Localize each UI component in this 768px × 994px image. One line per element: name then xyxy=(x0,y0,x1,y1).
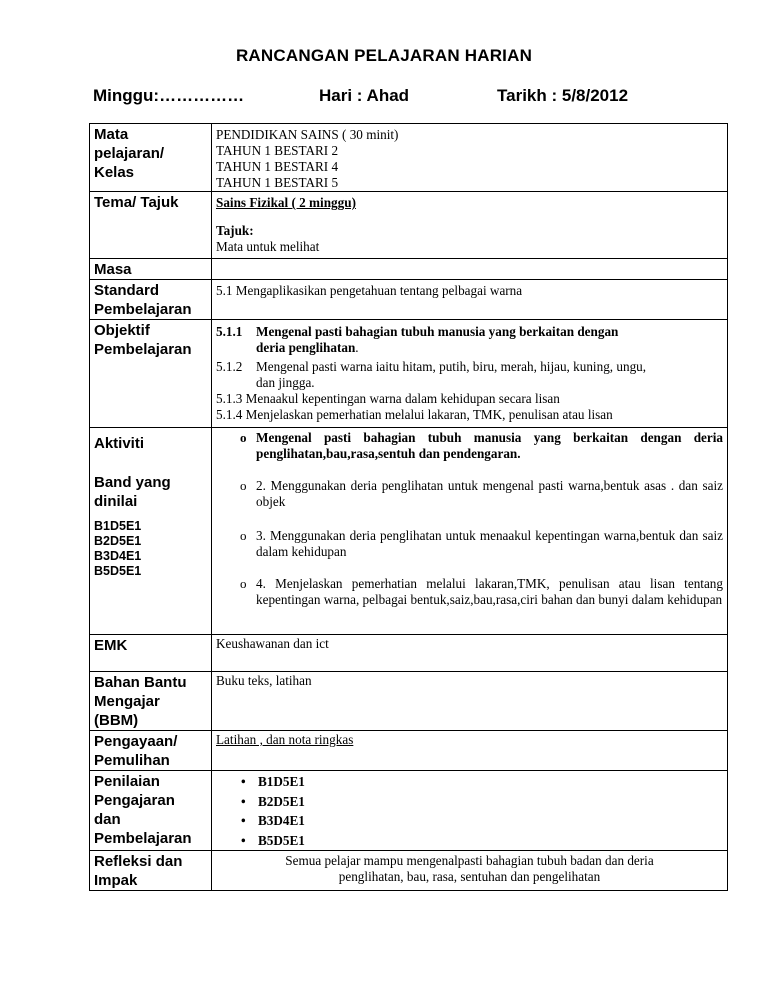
activity-item xyxy=(216,478,723,510)
emk-value: Keushawanan dan ict xyxy=(212,635,728,672)
lesson-plan-table xyxy=(89,123,728,891)
label-line: Bahan Bantu xyxy=(94,674,187,691)
page-title: RANCANGAN PELAJARAN HARIAN xyxy=(235,46,533,65)
objective-text: dan jingga. xyxy=(256,375,315,390)
circle-bullet-icon: o xyxy=(240,576,247,591)
label-line: pelajaran/ xyxy=(94,145,165,162)
time-value xyxy=(212,259,728,280)
reflection-line: penglihatan, bau, rasa, sentuhan dan pengelihatan xyxy=(338,869,601,884)
band-code: B5D5E1 xyxy=(94,564,142,578)
band-code: B1D5E1 xyxy=(94,519,142,533)
assessment-value xyxy=(212,771,728,851)
theme-row xyxy=(90,192,728,259)
label-line: Standard xyxy=(94,282,160,299)
label-line: Pembelajaran xyxy=(94,301,192,318)
standard-value xyxy=(212,280,728,320)
band-code: B3D4E1 xyxy=(94,549,142,563)
theme-value xyxy=(212,192,728,259)
label-line: dan xyxy=(94,811,121,828)
enrichment-row xyxy=(90,731,728,771)
objective-label xyxy=(90,320,212,428)
objective-number: 5.1.2 xyxy=(216,359,243,374)
band-code-list xyxy=(94,519,207,579)
objective-1-cont: deria penglihatan. xyxy=(256,340,359,355)
objective-2 xyxy=(216,359,723,375)
subject-row xyxy=(90,124,728,192)
band-label: Band yang xyxy=(94,474,171,491)
label-line: Kelas xyxy=(94,164,135,181)
week-field: Minggu:…………… xyxy=(93,86,245,105)
objective-text: Mengenal pasti bahagian tubuh manusia yang berkaitan dengan xyxy=(256,324,619,339)
objective-row xyxy=(90,320,728,428)
circle-bullet-icon: o xyxy=(240,430,247,445)
bullet-icon: • xyxy=(241,813,246,828)
circle-bullet-icon: o xyxy=(240,528,247,543)
label-line: Pemulihan xyxy=(94,752,170,769)
activity-text: 3. Menggunakan deria penglihatan untuk menaakul kepentingan warna,bentuk dan saiz dalam kehidupan xyxy=(256,528,723,559)
objective-text: Mengenal pasti warna iaitu hitam, putih, biru, merah, hijau, kuning, ungu, xyxy=(256,359,647,374)
band-code: B3D4E1 xyxy=(258,813,305,828)
bbm-row xyxy=(90,672,728,731)
reflection-label xyxy=(90,851,212,891)
emk-row xyxy=(90,635,728,672)
label-line: Mengajar xyxy=(94,693,160,710)
band-code: B2D5E1 xyxy=(258,793,305,809)
activity-heading: Aktiviti xyxy=(94,435,145,452)
band-label: dinilai xyxy=(94,493,138,510)
bullet-icon: • xyxy=(241,793,246,809)
objective-4: 5.1.4 Menjelaskan pemerhatian melalui lakaran, TMK, penulisan atau lisan xyxy=(216,407,613,422)
band-code: B2D5E1 xyxy=(94,534,142,548)
activity-value xyxy=(212,428,728,635)
list-item xyxy=(216,831,723,851)
objective-number: 5.1.1 xyxy=(216,324,243,339)
assessment-label xyxy=(90,771,212,851)
label-line: Penilaian xyxy=(94,773,160,790)
time-label: Masa xyxy=(90,259,212,280)
activity-text: 4. Menjelaskan pemerhatian melalui lakaran,TMK, penulisan atau lisan tentang kepentingan warna, pelbagai bentuk,saiz,bau,rasa,ciri bahan dan bunyi dalam kehidupan xyxy=(256,576,723,607)
date-field: Tarikh : 5/8/2012 xyxy=(497,86,629,105)
band-code: B1D5E1 xyxy=(258,774,305,789)
standard-text: 5.1 Mengaplikasikan pengetahuan tentang pelbagai warna xyxy=(216,283,523,298)
label-line: Objektif xyxy=(94,322,150,339)
day-field: Hari : Ahad xyxy=(319,86,410,105)
label-line: Pengayaan/ xyxy=(94,733,178,750)
label-line: Mata xyxy=(94,126,129,143)
class-line: TAHUN 1 BESTARI 5 xyxy=(216,175,339,190)
activity-item xyxy=(216,430,723,462)
activity-text: 2. Menggunakan deria penglihatan untuk mengenal pasti warna,bentuk asas . dan saiz objek xyxy=(256,478,723,509)
objective-2-cont xyxy=(216,375,723,391)
activity-item xyxy=(216,576,723,608)
activity-label xyxy=(90,428,212,635)
subject-line: PENDIDIKAN SAINS ( 30 minit) xyxy=(216,127,399,142)
circle-bullet-icon: o xyxy=(240,478,247,493)
reflection-value xyxy=(212,851,728,891)
band-code: B5D5E1 xyxy=(258,832,305,848)
standard-label xyxy=(90,280,212,320)
time-row xyxy=(90,259,728,280)
objective-3: 5.1.3 Menaakul kepentingan warna dalam kehidupan secara lisan xyxy=(216,391,560,406)
activity-item xyxy=(216,528,723,560)
enrichment-label xyxy=(90,731,212,771)
assessment-list xyxy=(216,772,723,850)
topic-label: Tajuk: xyxy=(216,223,254,238)
assessment-row xyxy=(90,771,728,851)
list-item xyxy=(216,772,723,792)
activity-text: Mengenal pasti bahagian tubuh manusia yang berkaitan dengan deria penglihatan,bau,rasa,sentuh dan pendengaran. xyxy=(256,430,723,461)
bullet-icon: • xyxy=(241,774,246,789)
reflection-row xyxy=(90,851,728,891)
class-line: TAHUN 1 BESTARI 2 xyxy=(216,143,339,158)
activity-row xyxy=(90,428,728,635)
objective-1 xyxy=(216,324,723,340)
objective-text: deria penglihatan xyxy=(256,340,356,355)
emk-label: EMK xyxy=(90,635,212,672)
enrichment-value: Latihan , dan nota ringkas xyxy=(212,731,728,771)
label-line: Pengajaran xyxy=(94,792,175,809)
label-line: Pembelajaran xyxy=(94,830,192,847)
list-item xyxy=(216,792,723,812)
subject-label xyxy=(90,124,212,192)
label-line: Pembelajaran xyxy=(94,341,192,358)
theme-text: Sains Fizikal ( 2 minggu) xyxy=(216,195,356,210)
theme-label: Tema/ Tajuk xyxy=(90,192,212,259)
label-line: Impak xyxy=(94,872,138,889)
reflection-line: Semua pelajar mampu mengenalpasti bahagian tubuh badan dan deria xyxy=(285,853,654,868)
list-item xyxy=(216,811,723,831)
bbm-label xyxy=(90,672,212,731)
class-line: TAHUN 1 BESTARI 4 xyxy=(216,159,339,174)
label-line: Refleksi dan xyxy=(94,853,183,870)
subject-value xyxy=(212,124,728,192)
objective-value xyxy=(212,320,728,428)
label-line: (BBM) xyxy=(94,712,139,729)
standard-row xyxy=(90,280,728,320)
bbm-value: Buku teks, latihan xyxy=(212,672,728,731)
bullet-icon: • xyxy=(241,832,246,848)
topic-text: Mata untuk melihat xyxy=(216,239,320,254)
